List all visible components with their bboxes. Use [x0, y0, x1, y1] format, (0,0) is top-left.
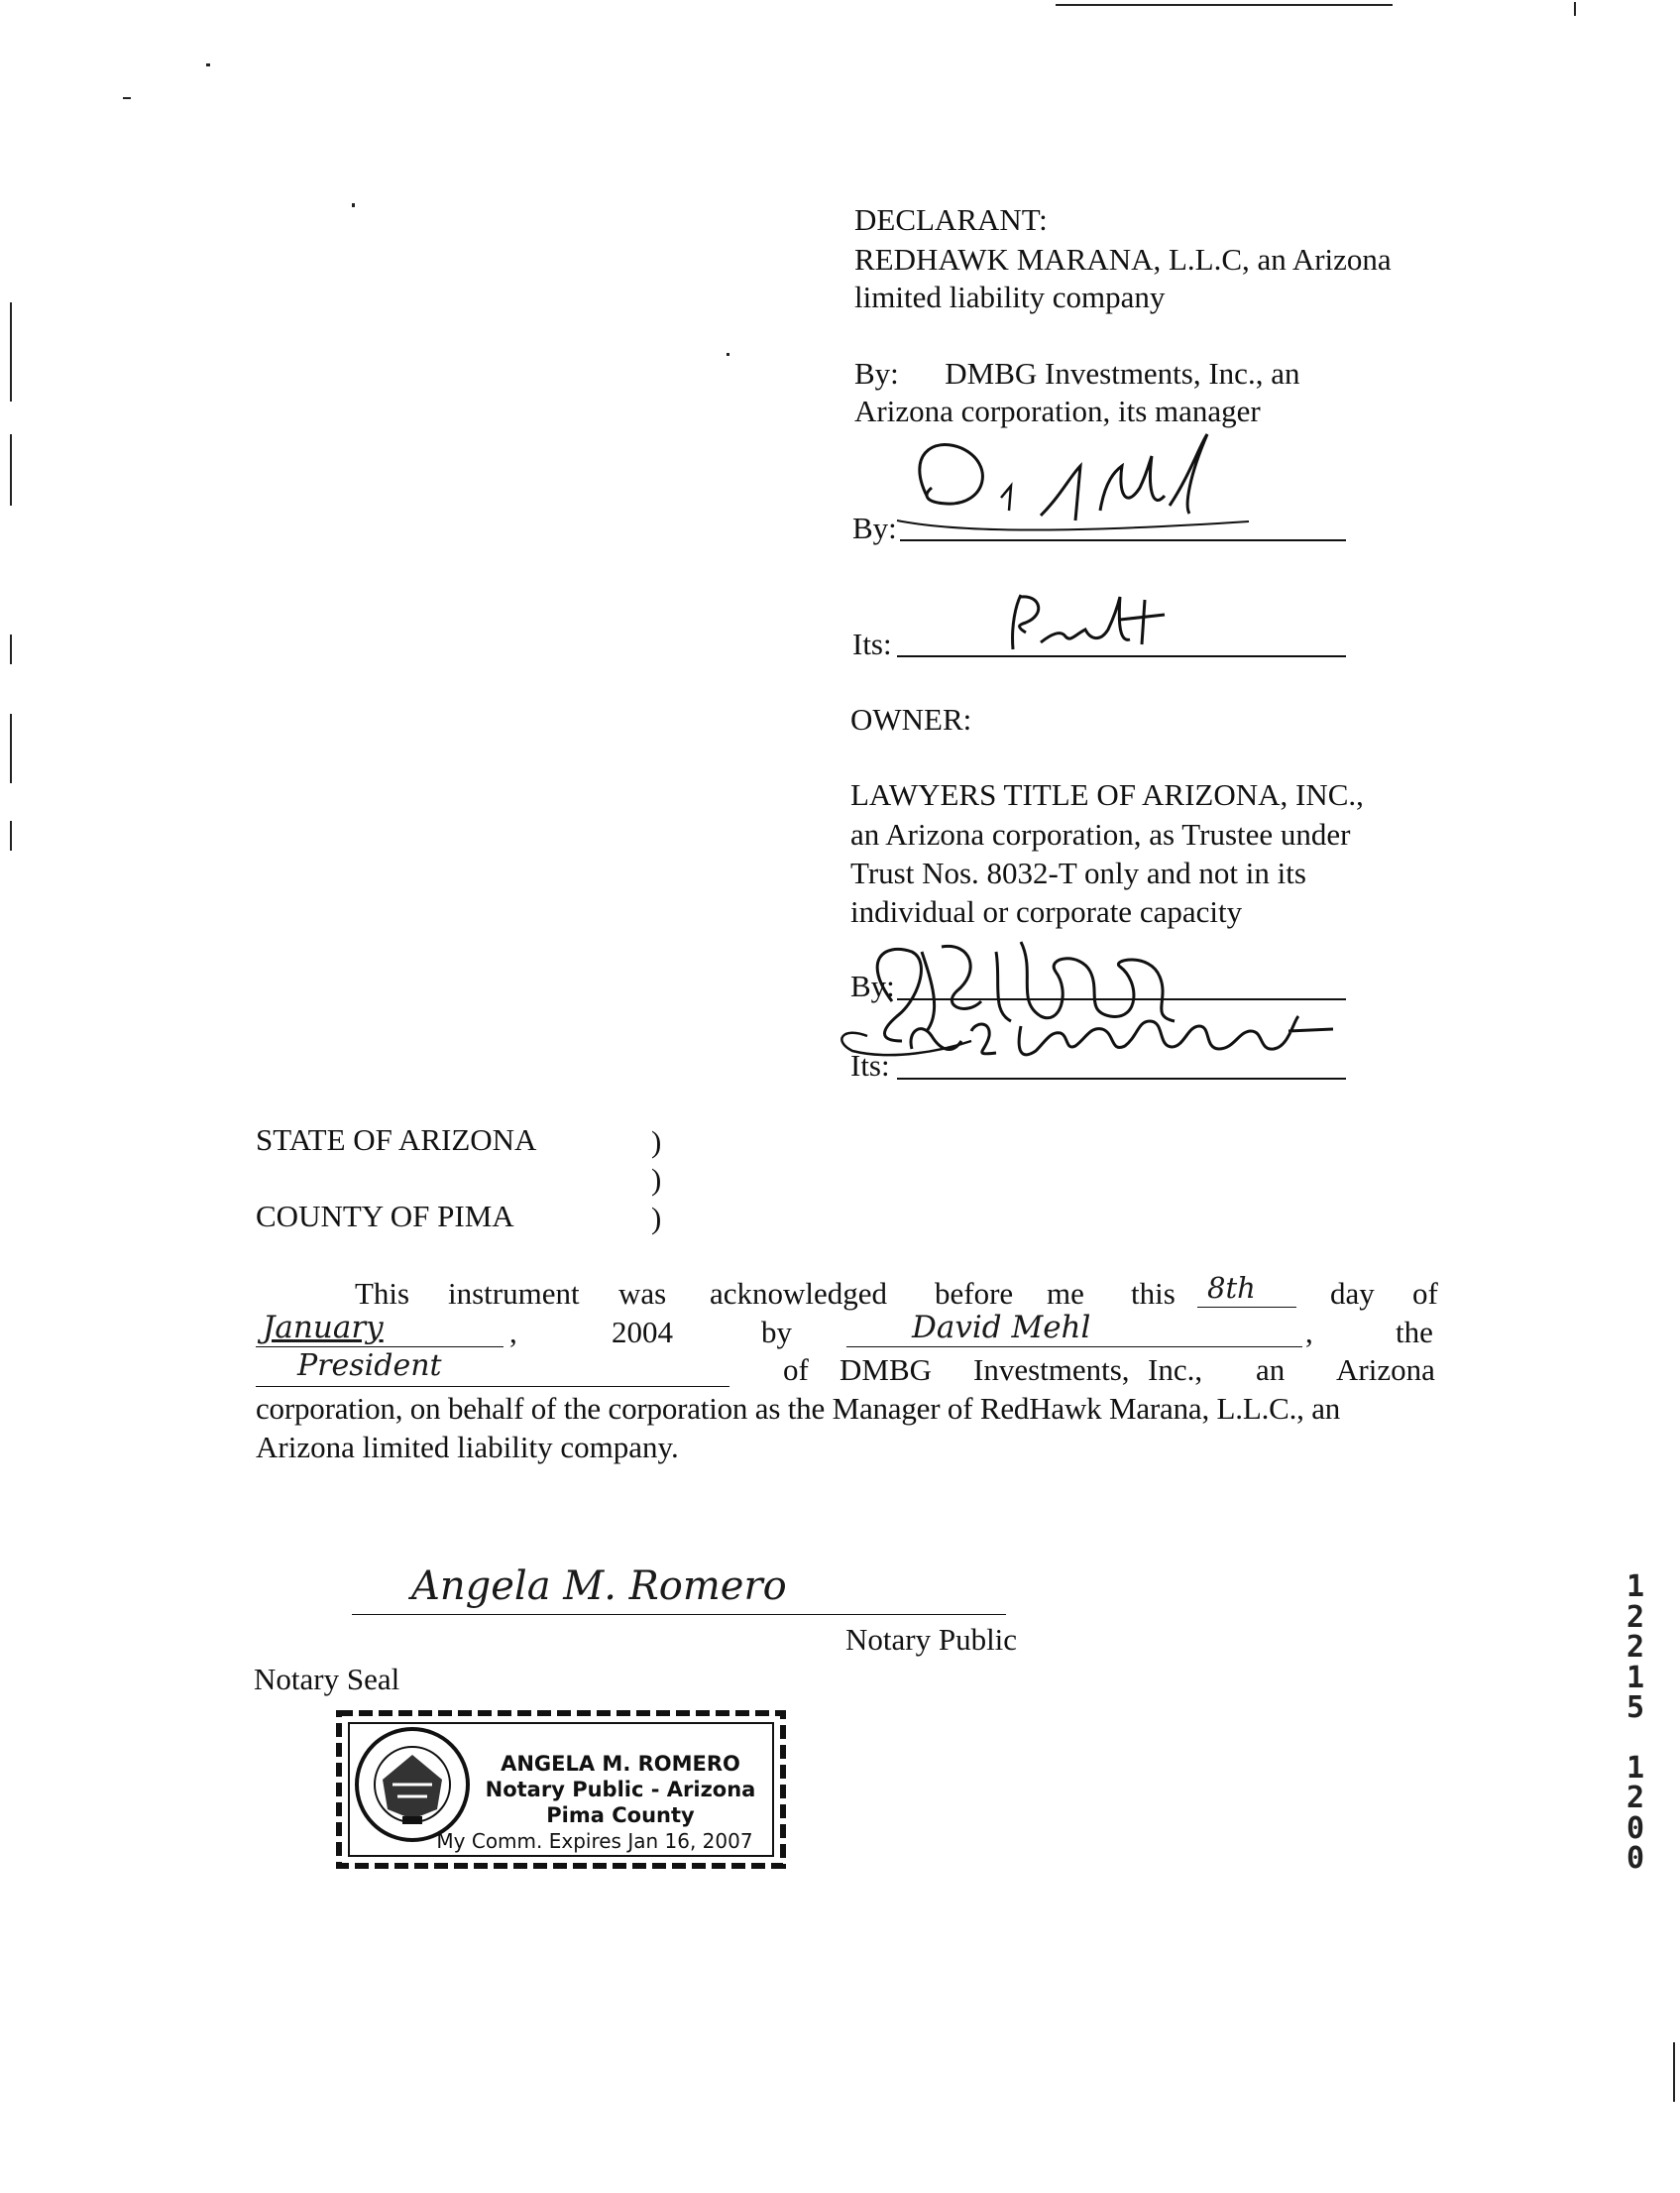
ack-year: 2004: [612, 1315, 673, 1349]
ack-by: by: [761, 1315, 792, 1349]
recording-digit: 2: [1625, 1630, 1645, 1665]
venue-paren-3: ): [651, 1201, 662, 1235]
recording-digit: 5: [1625, 1690, 1645, 1725]
owner-line-1: LAWYERS TITLE OF ARIZONA, INC.,: [850, 777, 1364, 812]
declarant-heading: DECLARANT:: [854, 202, 1048, 237]
declarant-by-label: By:: [852, 511, 897, 545]
ack-word: This: [355, 1276, 410, 1311]
ack-day-line: [1197, 1307, 1296, 1308]
declarant-by-line-1: By: DMBG Investments, Inc., an: [854, 356, 1300, 391]
scan-artifact-margin-5: [10, 821, 12, 851]
ack-comma: ,: [509, 1315, 517, 1349]
declarant-line-2: limited liability company: [854, 280, 1166, 314]
ack-word: day: [1330, 1276, 1375, 1311]
declarant-its-label: Its:: [852, 627, 892, 661]
recording-digit: 1: [1625, 1660, 1645, 1695]
ack-day-value: 8th: [1207, 1271, 1256, 1305]
ack-comma: ,: [1305, 1315, 1313, 1349]
scan-speck-1: [206, 63, 210, 66]
ack-name-line: [846, 1346, 1302, 1347]
notary-stamp: [333, 1705, 789, 1874]
scan-speck-4: [727, 353, 729, 356]
notary-signature-line: [352, 1614, 1006, 1615]
venue-paren-2: ): [651, 1162, 662, 1197]
recording-digit: 2: [1625, 1781, 1645, 1815]
notary-signature: Angela M. Romero: [411, 1563, 787, 1609]
ack-word: me: [1047, 1276, 1084, 1311]
stamp-notary-name: ANGELA M. ROMERO: [501, 1752, 740, 1776]
recording-number: [1616, 1569, 1655, 1876]
owner-signature: [823, 922, 1348, 1081]
ack-of-word: Investments,: [973, 1352, 1130, 1387]
scan-artifact-margin-3: [10, 635, 12, 664]
ack-word: was: [618, 1276, 667, 1311]
owner-line-4: individual or corporate capacity: [850, 894, 1243, 929]
ack-of-word: an: [1256, 1352, 1286, 1387]
ack-month-value: January: [263, 1310, 384, 1345]
owner-line-3: Trust Nos. 8032-T only and not in its: [850, 856, 1306, 890]
ack-line-5: Arizona limited liability company.: [256, 1430, 679, 1464]
ack-word: before: [935, 1276, 1014, 1311]
owner-by-label: By:: [850, 969, 895, 1003]
venue-county: COUNTY OF PIMA: [256, 1199, 514, 1233]
notary-seal-label: Notary Seal: [254, 1662, 400, 1696]
ack-of-word: of: [783, 1352, 809, 1387]
ack-name-value: David Mehl: [912, 1310, 1091, 1345]
recording-digit: 0: [1625, 1810, 1645, 1846]
ack-word: of: [1412, 1276, 1438, 1311]
ack-word: this: [1131, 1276, 1176, 1311]
declarant-by-line-2: Arizona corporation, its manager: [854, 394, 1261, 428]
declarant-its-handwriting: [991, 585, 1189, 664]
recording-digit: 1: [1625, 1569, 1645, 1604]
scan-speck-3: [352, 203, 355, 207]
scan-artifact-right: [1574, 2, 1576, 16]
ack-title-value: President: [297, 1348, 442, 1383]
ack-the: the: [1396, 1315, 1433, 1349]
ack-of-word: Arizona: [1336, 1352, 1435, 1387]
scan-artifact-top: [1056, 4, 1393, 6]
recording-digit: 0: [1625, 1841, 1645, 1876]
venue-paren-1: ): [651, 1124, 662, 1159]
stamp-commission-expires: My Comm. Expires Jan 16, 2007: [436, 1829, 753, 1853]
stamp-county: Pima County: [546, 1803, 695, 1827]
owner-its-label: Its:: [850, 1048, 890, 1083]
recording-digit: 1: [1625, 1750, 1645, 1786]
ack-word: acknowledged: [710, 1276, 888, 1311]
scan-artifact-margin-1: [10, 302, 12, 402]
scan-artifact-margin-4: [10, 714, 12, 783]
ack-of-word: DMBG: [840, 1352, 933, 1387]
scan-speck-2: [123, 97, 131, 99]
ack-line-4: corporation, on behalf of the corporation as the Manager of RedHawk Marana, L.L.C., an: [256, 1391, 1341, 1426]
owner-line-2: an Arizona corporation, as Trustee under: [850, 817, 1351, 852]
scan-artifact-margin-2: [10, 434, 12, 506]
stamp-notary-public: Notary Public - Arizona: [485, 1778, 756, 1801]
ack-of-word: Inc.,: [1148, 1352, 1203, 1387]
scan-artifact-bottom-right: [1673, 2042, 1675, 2102]
recording-digit: 2: [1625, 1599, 1645, 1635]
ack-word: instrument: [448, 1276, 580, 1311]
arizona-state-seal-icon: [353, 1725, 472, 1844]
owner-heading: OWNER:: [850, 702, 972, 737]
ack-title-line: [256, 1386, 729, 1387]
declarant-line-1: REDHAWK MARANA, L.L.C, an Arizona: [854, 242, 1392, 277]
recording-digit: [1616, 1724, 1655, 1754]
notary-public-label: Notary Public: [845, 1622, 1018, 1657]
venue-state: STATE OF ARIZONA: [256, 1122, 537, 1157]
declarant-signature: [892, 426, 1269, 545]
